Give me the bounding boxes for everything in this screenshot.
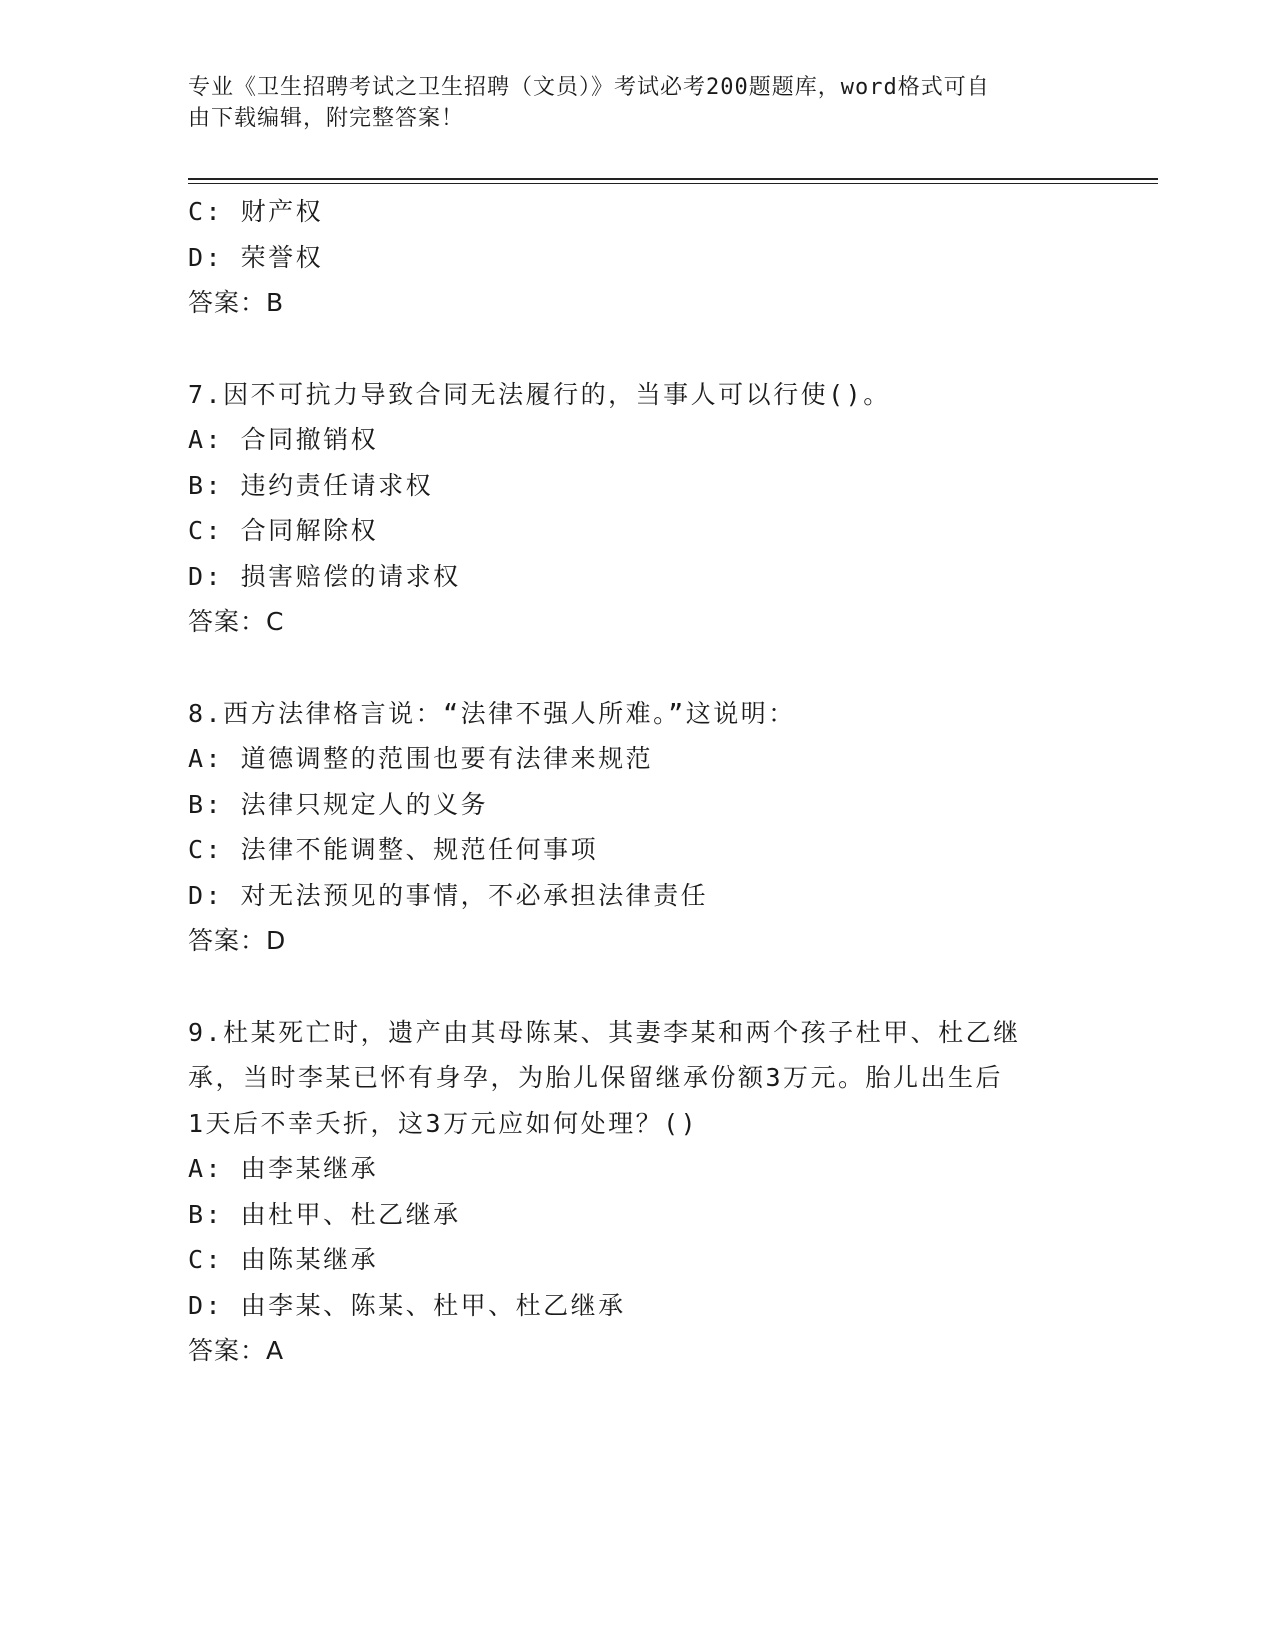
question-stem-line-2: 承，当时李某已怀有身孕，为胎儿保留继承份额3万元。胎儿出生后 xyxy=(188,1063,1004,1092)
question-stem-line-1: 9.杜某死亡时，遗产由其母陈某、其妻李某和两个孩子杜甲、杜乙继 xyxy=(188,1017,1021,1047)
header-line-2: 由下载编辑，附完整答案！ xyxy=(188,106,465,131)
option-a: A: 合同撤销权 xyxy=(188,425,379,454)
question-stem-line-3: 1天后不幸夭折，这3万元应如何处理？() xyxy=(188,1108,699,1138)
option-b: B: 违约责任请求权 xyxy=(188,470,434,500)
question-stem: 8.西方法律格言说：“法律不强人所难。”这说明： xyxy=(188,698,796,728)
question-8 xyxy=(188,691,1068,964)
option-c: C: 合同解除权 xyxy=(188,516,379,545)
question-7 xyxy=(188,372,1068,645)
question-list xyxy=(188,189,1068,1374)
document-header xyxy=(188,72,1068,134)
header-line-1: 专业《卫生招聘考试之卫生招聘（文员）》考试必考200题题库，word格式可自 xyxy=(188,75,990,100)
option-c: C: 由陈某继承 xyxy=(188,1245,379,1274)
spacer xyxy=(188,326,1068,372)
option-a: A: 由李某继承 xyxy=(188,1154,379,1183)
header-rule-thin xyxy=(188,183,1158,184)
option-d: D: 荣誉权 xyxy=(188,242,324,272)
question-stem: 7.因不可抗力导致合同无法履行的，当事人可以行使()。 xyxy=(188,379,891,409)
option-d: D: 由李某、陈某、杜甲、杜乙继承 xyxy=(188,1290,626,1320)
spacer xyxy=(188,645,1068,691)
option-d: D: 对无法预见的事情，不必承担法律责任 xyxy=(188,880,709,910)
answer: 答案：A xyxy=(188,1336,285,1365)
option-c: C: 法律不能调整、规范任何事项 xyxy=(188,835,599,864)
header-rule-thick xyxy=(188,178,1158,180)
answer: 答案：D xyxy=(188,926,287,955)
question-6-tail xyxy=(188,189,1068,326)
answer: 答案：C xyxy=(188,607,285,636)
spacer xyxy=(188,964,1068,1010)
option-a: A: 道德调整的范围也要有法律来规范 xyxy=(188,744,654,773)
option-c: C: 财产权 xyxy=(188,197,324,226)
option-d: D: 损害赔偿的请求权 xyxy=(188,561,461,591)
question-9 xyxy=(188,1010,1068,1374)
option-b: B: 由杜甲、杜乙继承 xyxy=(188,1199,461,1229)
answer: 答案：B xyxy=(188,288,285,317)
option-b: B: 法律只规定人的义务 xyxy=(188,789,489,819)
